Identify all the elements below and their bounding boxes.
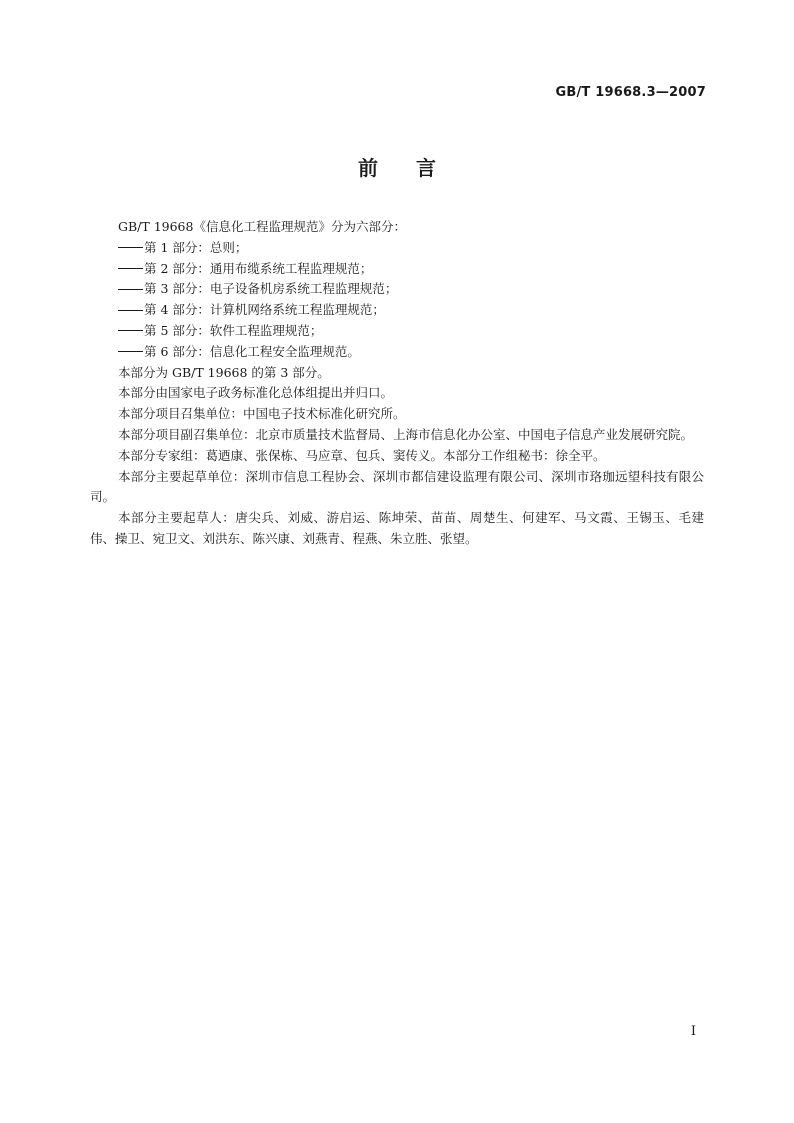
list-item-text: 第 5 部分：软件工程监理规范；	[144, 322, 323, 338]
list-item-text: 第 2 部分：通用布缆系统工程监理规范；	[144, 260, 373, 276]
em-dash-icon	[118, 242, 144, 254]
convener-paragraph: 本部分项目召集单位：中国电子技术标准化研究所。	[118, 406, 406, 422]
proposer-paragraph: 本部分由国家电子政务标准化总体组提出并归口。	[118, 385, 394, 401]
list-item-part-3	[90, 279, 704, 300]
em-dash-icon	[118, 305, 144, 317]
em-dash-icon	[118, 346, 144, 358]
drafters-paragraph: 本部分主要起草人：唐尖兵、刘威、游启运、陈坤荣、苗苗、周楚生、何建军、马文霞、王锡玉、毛建伟、操卫、宛卫文、刘洪东、陈兴康、刘燕青、程燕、朱立胜、张望。	[90, 510, 704, 546]
drafting-units-paragraph: 本部分主要起草单位：深圳市信息工程协会、深圳市都信建设监理有限公司、深圳市珞珈远望科技有限公司。	[90, 468, 704, 505]
page-title: 前言	[358, 156, 474, 180]
standard-number: GB/T 19668.3—2007	[555, 85, 706, 100]
expert-group-paragraph: 本部分专家组：葛迺康、张保栋、马应章、包兵、窦传义。本部分工作组秘书：徐全平。	[118, 447, 606, 463]
list-item-part-1	[90, 238, 704, 259]
part-statement-paragraph: 本部分为 GB/T 19668 的第 3 部分。	[118, 364, 330, 380]
list-item-part-2	[90, 259, 704, 280]
vice-convener-paragraph: 本部分项目副召集单位：北京市质量技术监督局、上海市信息化办公室、中国电子信息产业发展研究院。	[118, 426, 694, 442]
em-dash-icon	[118, 325, 144, 337]
list-item-text: 第 1 部分：总则；	[144, 239, 248, 255]
page-number: I	[690, 1024, 696, 1039]
em-dash-icon	[118, 284, 144, 296]
list-item-part-4	[90, 300, 704, 321]
list-item-text: 第 4 部分：计算机网络系统工程监理规范；	[144, 302, 385, 318]
em-dash-icon	[118, 263, 144, 275]
list-item-text: 第 6 部分：信息化工程安全监理规范。	[144, 343, 360, 359]
list-item-text: 第 3 部分：电子设备机房系统工程监理规范；	[144, 281, 398, 297]
list-item-part-5	[90, 321, 704, 342]
foreword-body	[90, 217, 704, 550]
intro-paragraph: GB/T 19668《信息化工程监理规范》分为六部分：	[118, 219, 406, 234]
list-item-part-6	[90, 342, 704, 363]
